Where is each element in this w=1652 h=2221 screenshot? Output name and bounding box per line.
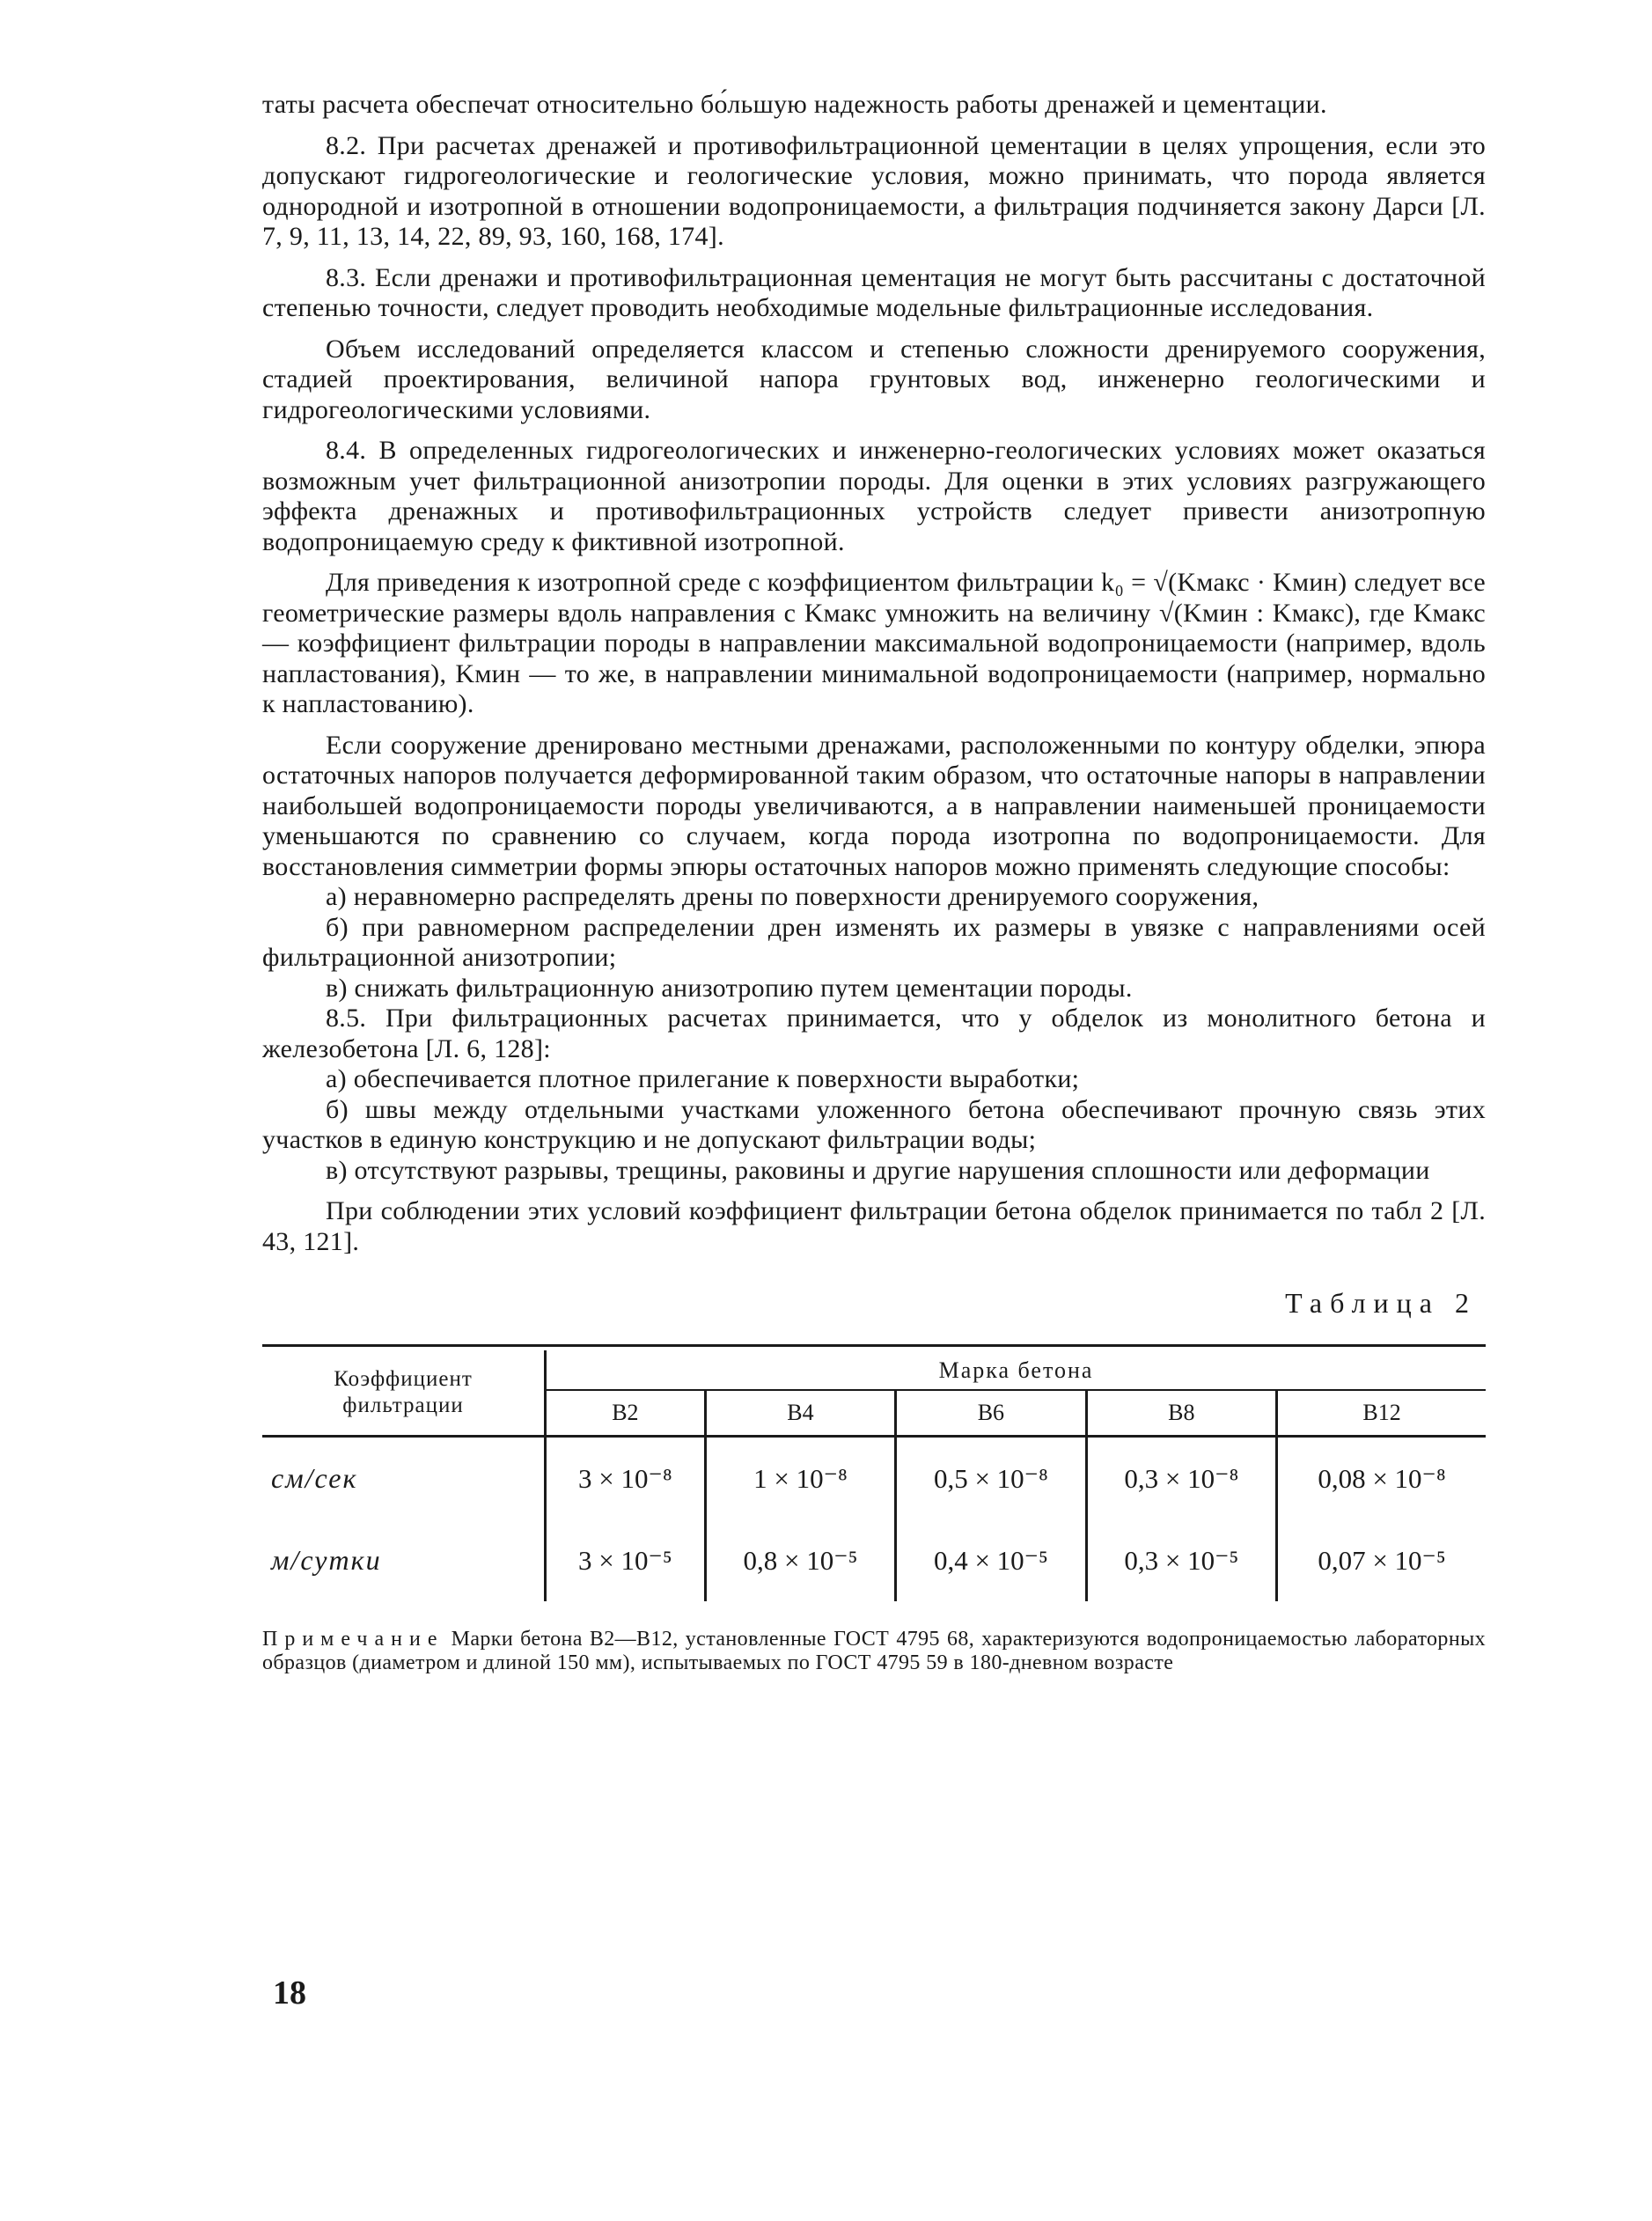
table-cell: 0,08 × 10⁻⁸ — [1277, 1437, 1486, 1520]
column-header: B4 — [705, 1390, 895, 1437]
paragraph-formula: Для приведения к изотропной среде с коэффициентом фильтрации k₀ = √(Kмакс · Kмин) следует все геометрические размеры вдоль направления с Kмакс умножить на величину √(Kмин : Kмакс), где Kмакс — коэффициент фильтрации породы в направлении максимальной водопроницаемости (например, вдоль напластования), Kмин — то же, в направлении минимальной водопроницаемости (например, нормально к напластованию). — [262, 568, 1486, 718]
table-cell: 0,3 × 10⁻⁵ — [1086, 1519, 1276, 1601]
table-cell: 3 × 10⁻⁵ — [546, 1519, 706, 1601]
list-item: в) снижать фильтрационную анизотропию путем цементации породы. — [326, 973, 1133, 1003]
column-header: B6 — [896, 1390, 1086, 1437]
unit-cell: м/сутки — [271, 1544, 382, 1576]
table-row — [262, 1437, 1486, 1520]
coef-header-line1: Коэффициент — [334, 1367, 473, 1391]
list-item: б) при равномерном распределении дрен изменять их размеры в увязке с направлениями осей фильтрационной анизотропии; — [262, 912, 1486, 972]
table-cell: 0,4 × 10⁻⁵ — [896, 1519, 1086, 1601]
column-header: B8 — [1086, 1390, 1276, 1437]
table-cell: 0,5 × 10⁻⁸ — [896, 1437, 1086, 1520]
table-cell: 0,3 × 10⁻⁸ — [1086, 1437, 1276, 1520]
grade-group-header: Марка бетона — [546, 1350, 1487, 1390]
table-row — [262, 1519, 1486, 1601]
page-number: 18 — [273, 1975, 306, 2011]
paragraph-8-2: 8.2. При расчетах дренажей и противофильтрационной цементации в целях упрощения, если это допускают гидрогеологические и геологические условия, можно принимать, что порода является однородной и изотропной в отношении водопроницаемости, а фильтрация подчиняется закону Дарси [Л. 7, 9, 11, 13, 14, 22, 89, 93, 160, 168, 174]. — [262, 130, 1486, 251]
table-cell: 3 × 10⁻⁸ — [546, 1437, 706, 1520]
note-text: Марки бетона В2—В12, установленные ГОСТ 4795 68, характеризуются водопроницаемостью лабораторных образцов (диаметром и длиной 150 мм), испытываемых по ГОСТ 4795 59 в 180-дневном возрасте — [262, 1628, 1487, 1674]
column-header: B2 — [546, 1390, 706, 1437]
table-cell: 1 × 10⁻⁸ — [705, 1437, 895, 1520]
coef-header — [262, 1350, 546, 1437]
table-cell: 0,8 × 10⁻⁵ — [705, 1519, 895, 1601]
column-header: B12 — [1277, 1390, 1486, 1437]
filtration-table — [262, 1344, 1486, 1601]
coef-header-line2: фильтрации — [342, 1394, 464, 1417]
list-item: б) швы между отдельными участками уложенного бетона обеспечивают прочную связь этих участков в единую конструкцию и не допускают фильтрации воды; — [262, 1094, 1486, 1154]
paragraph-8-4: 8.4. В определенных гидрогеологических и инженерно-геологических условиях может оказаться возможным учет фильтрационной анизотропии породы. Для оценки в этих условиях разгружающего эффекта дренажных и противофильтрационных устройств следует привести анизотропную водопроницаемую среду к фиктивной изотропной. — [262, 436, 1486, 556]
list-item: в) отсутствуют разрывы, трещины, раковины и другие нарушения сплошности или деформации — [326, 1155, 1430, 1185]
paragraph-8-5: 8.5. При фильтрационных расчетах принимается, что у обделок из монолитного бетона и железобетона [Л. 6, 128]: — [262, 1004, 1486, 1063]
table-cell: 0,07 × 10⁻⁵ — [1277, 1519, 1486, 1601]
unit-cell: см/сек — [271, 1462, 358, 1494]
paragraph: таты расчета обеспечат относительно бо́льшую надежность работы дренажей и цементации. — [262, 90, 1327, 119]
list-item: а) обеспечивается плотное прилегание к поверхности выработки; — [326, 1064, 1080, 1093]
paragraph-8-3: 8.3. Если дренажи и противофильтрационная цементация не могут быть рассчитаны с достаточной степенью точности, следует проводить необходимые модельные фильтрационные исследования. — [262, 262, 1486, 322]
table-note — [262, 1628, 1486, 1675]
paragraph: Если сооружение дренировано местными дренажами, расположенными по контуру обделки, эпюра остаточных напоров получается деформированной таким образом, что остаточные напоры в направлении наибольшей водопроницаемости породы увеличиваются, а в направлении наименьшей проницаемости уменьшаются по сравнению со случаем, когда порода изотропна по водопроницаемости. Для восстановления симметрии формы эпюры остаточных напоров можно применять следующие способы: — [262, 730, 1486, 881]
list-item: а) неравномерно распределять дрены по поверхности дренируемого сооружения, — [326, 882, 1259, 911]
paragraph: Объем исследований определяется классом и степенью сложности дренируемого сооружения, стадией проектирования, величиной напора грунтовых вод, инженерно геологическими и гидрогеологическими условиями. — [262, 334, 1486, 424]
paragraph: При соблюдении этих условий коэффициент фильтрации бетона обделок принимается по табл 2 [Л. 43, 121]. — [262, 1196, 1486, 1256]
note-label: Примечание — [262, 1628, 444, 1651]
page-body — [262, 90, 1486, 1696]
table-caption: Таблица 2 — [1285, 1287, 1477, 1319]
